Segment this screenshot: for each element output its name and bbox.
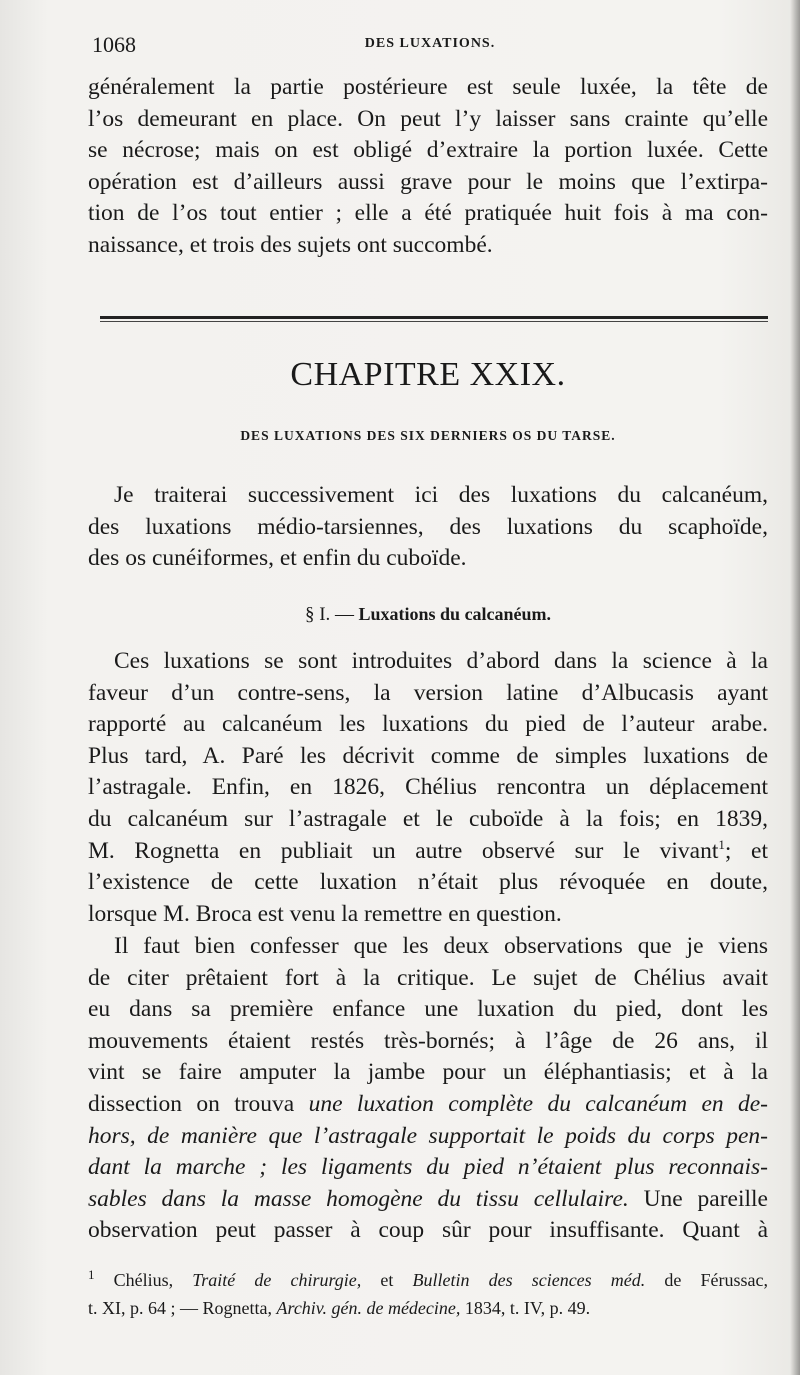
footnote-mark: 1	[88, 1267, 95, 1282]
text-line-with-footnote	[88, 836, 768, 868]
text-span: t. XI, p. 64 ; — Rognetta,	[88, 1298, 277, 1318]
text-line: des os cunéiformes, et enfin du cuboïde.	[88, 545, 467, 572]
footnote-title: Traité de chirurgie,	[192, 1270, 362, 1290]
footnote-title: Bulletin des sciences méd.	[412, 1270, 646, 1290]
text-line: de citer prêtaient fort à la critique. Le sujet de Chélius avait	[88, 964, 768, 991]
text-line: l’astragale. Enfin, en 1826, Chélius rencontra un déplacement	[88, 774, 768, 801]
section-symbol: § I. —	[304, 604, 355, 625]
text-line: naissance, et trois des sujets ont succombé.	[88, 231, 493, 258]
page-number: 1068	[92, 32, 136, 57]
text-line: observation peut passer à coup sûr pour insuffisante. Quant à	[88, 1217, 768, 1244]
footnote-title: Archiv. gén. de médecine,	[276, 1298, 461, 1318]
running-head: DES LUXATIONS.	[364, 36, 496, 51]
text-line: l’existence de cette luxation n’était plus révoquée en doute,	[88, 869, 768, 896]
second-paragraph	[88, 931, 768, 1247]
text-line	[88, 1152, 768, 1184]
text-span: M. Rognetta en publiait un autre observé sur le vivant	[88, 837, 719, 864]
text-span: et	[361, 1270, 413, 1290]
text-span: Chélius,	[94, 1270, 193, 1290]
chapter-subtitle: DES LUXATIONS DES SIX DERNIERS OS DU TARSE.	[240, 428, 616, 443]
top-paragraph	[88, 72, 768, 262]
text-line: tion de l’os tout entier ; elle a été pratiquée huit fois à ma con-	[88, 200, 768, 227]
italic-quote: hors, de manière que l’astragale supportait le poids du corps pen-	[88, 1122, 768, 1149]
text-line: Ces luxations se sont introduites d’abord dans la science à la	[114, 648, 768, 674]
text-line: eu dans sa première enfance une luxation du pied, dont les	[88, 996, 768, 1023]
footnote-line	[88, 1294, 768, 1322]
text-span: dissection on trouva	[88, 1090, 309, 1117]
italic-quote: dant la marche ; les ligaments du pied n’étaient plus reconnais-	[88, 1154, 768, 1181]
text-line: l’os demeurant en place. On peut l’y laisser sans crainte qu’elle	[88, 105, 768, 132]
text-line: Il faut bien confesser que les deux observations que je viens	[114, 933, 768, 959]
page-edge-shadow	[790, 0, 800, 1375]
section-heading	[88, 604, 768, 626]
section-title: Luxations du calcanéum.	[358, 604, 552, 624]
text-line: faveur d’un contre-sens, la version latine d’Albucasis ayant	[88, 679, 768, 706]
text-line: des luxations médio-tarsiennes, des luxations du scaphoïde,	[88, 513, 768, 540]
text-line: mouvements étaient restés très-bornés; à l’âge de 26 ans, il	[88, 1027, 768, 1054]
italic-quote: une luxation complète du calcanéum en de-	[308, 1090, 769, 1117]
italic-quote: sables dans la masse homogène du tissu cellulaire.	[88, 1185, 629, 1212]
text-line: se nécrose; mais on est obligé d’extraire la portion luxée. Cette	[88, 137, 768, 164]
text-line	[88, 1121, 768, 1153]
text-line: lorsque M. Broca est venu la remettre en question.	[88, 900, 562, 927]
chapter-divider	[100, 316, 768, 324]
text-span: 1834, t. IV, p. 49.	[460, 1298, 591, 1318]
chapter-title: CHAPITRE XXIX.	[290, 356, 566, 393]
text-span: Une pareille	[628, 1185, 768, 1212]
text-line: généralement la partie postérieure est seule luxée, la tête de	[88, 74, 768, 100]
footnote-line	[88, 1266, 768, 1294]
text-line	[88, 1184, 768, 1216]
text-line: opération est d’ailleurs aussi grave pour le moins que l’extirpa-	[88, 168, 768, 195]
divider-thick-rule	[100, 316, 768, 319]
text-span: ; et	[724, 837, 768, 864]
text-line: vint se faire amputer la jambe pour un éléphantiasis; et à la	[88, 1059, 768, 1086]
footnote-reference[interactable]: 1	[718, 836, 725, 852]
footnote	[88, 1266, 768, 1322]
text-line: Plus tard, A. Paré les décrivit comme de simples luxations de	[88, 742, 768, 769]
page-header	[92, 32, 768, 60]
intro-paragraph	[88, 480, 768, 575]
text-span: de Férussac,	[645, 1270, 768, 1290]
text-line: Je traiterai successivement ici des luxations du calcanéum,	[114, 482, 768, 508]
text-line: du calcanéum sur l’astragale et le cuboïde à la fois; en 1839,	[88, 805, 768, 832]
text-line: rapporté au calcanéum les luxations du pied de l’auteur arabe.	[88, 711, 768, 738]
text-line	[88, 1089, 768, 1121]
main-paragraph	[88, 646, 768, 930]
divider-thin-rule	[100, 321, 768, 322]
